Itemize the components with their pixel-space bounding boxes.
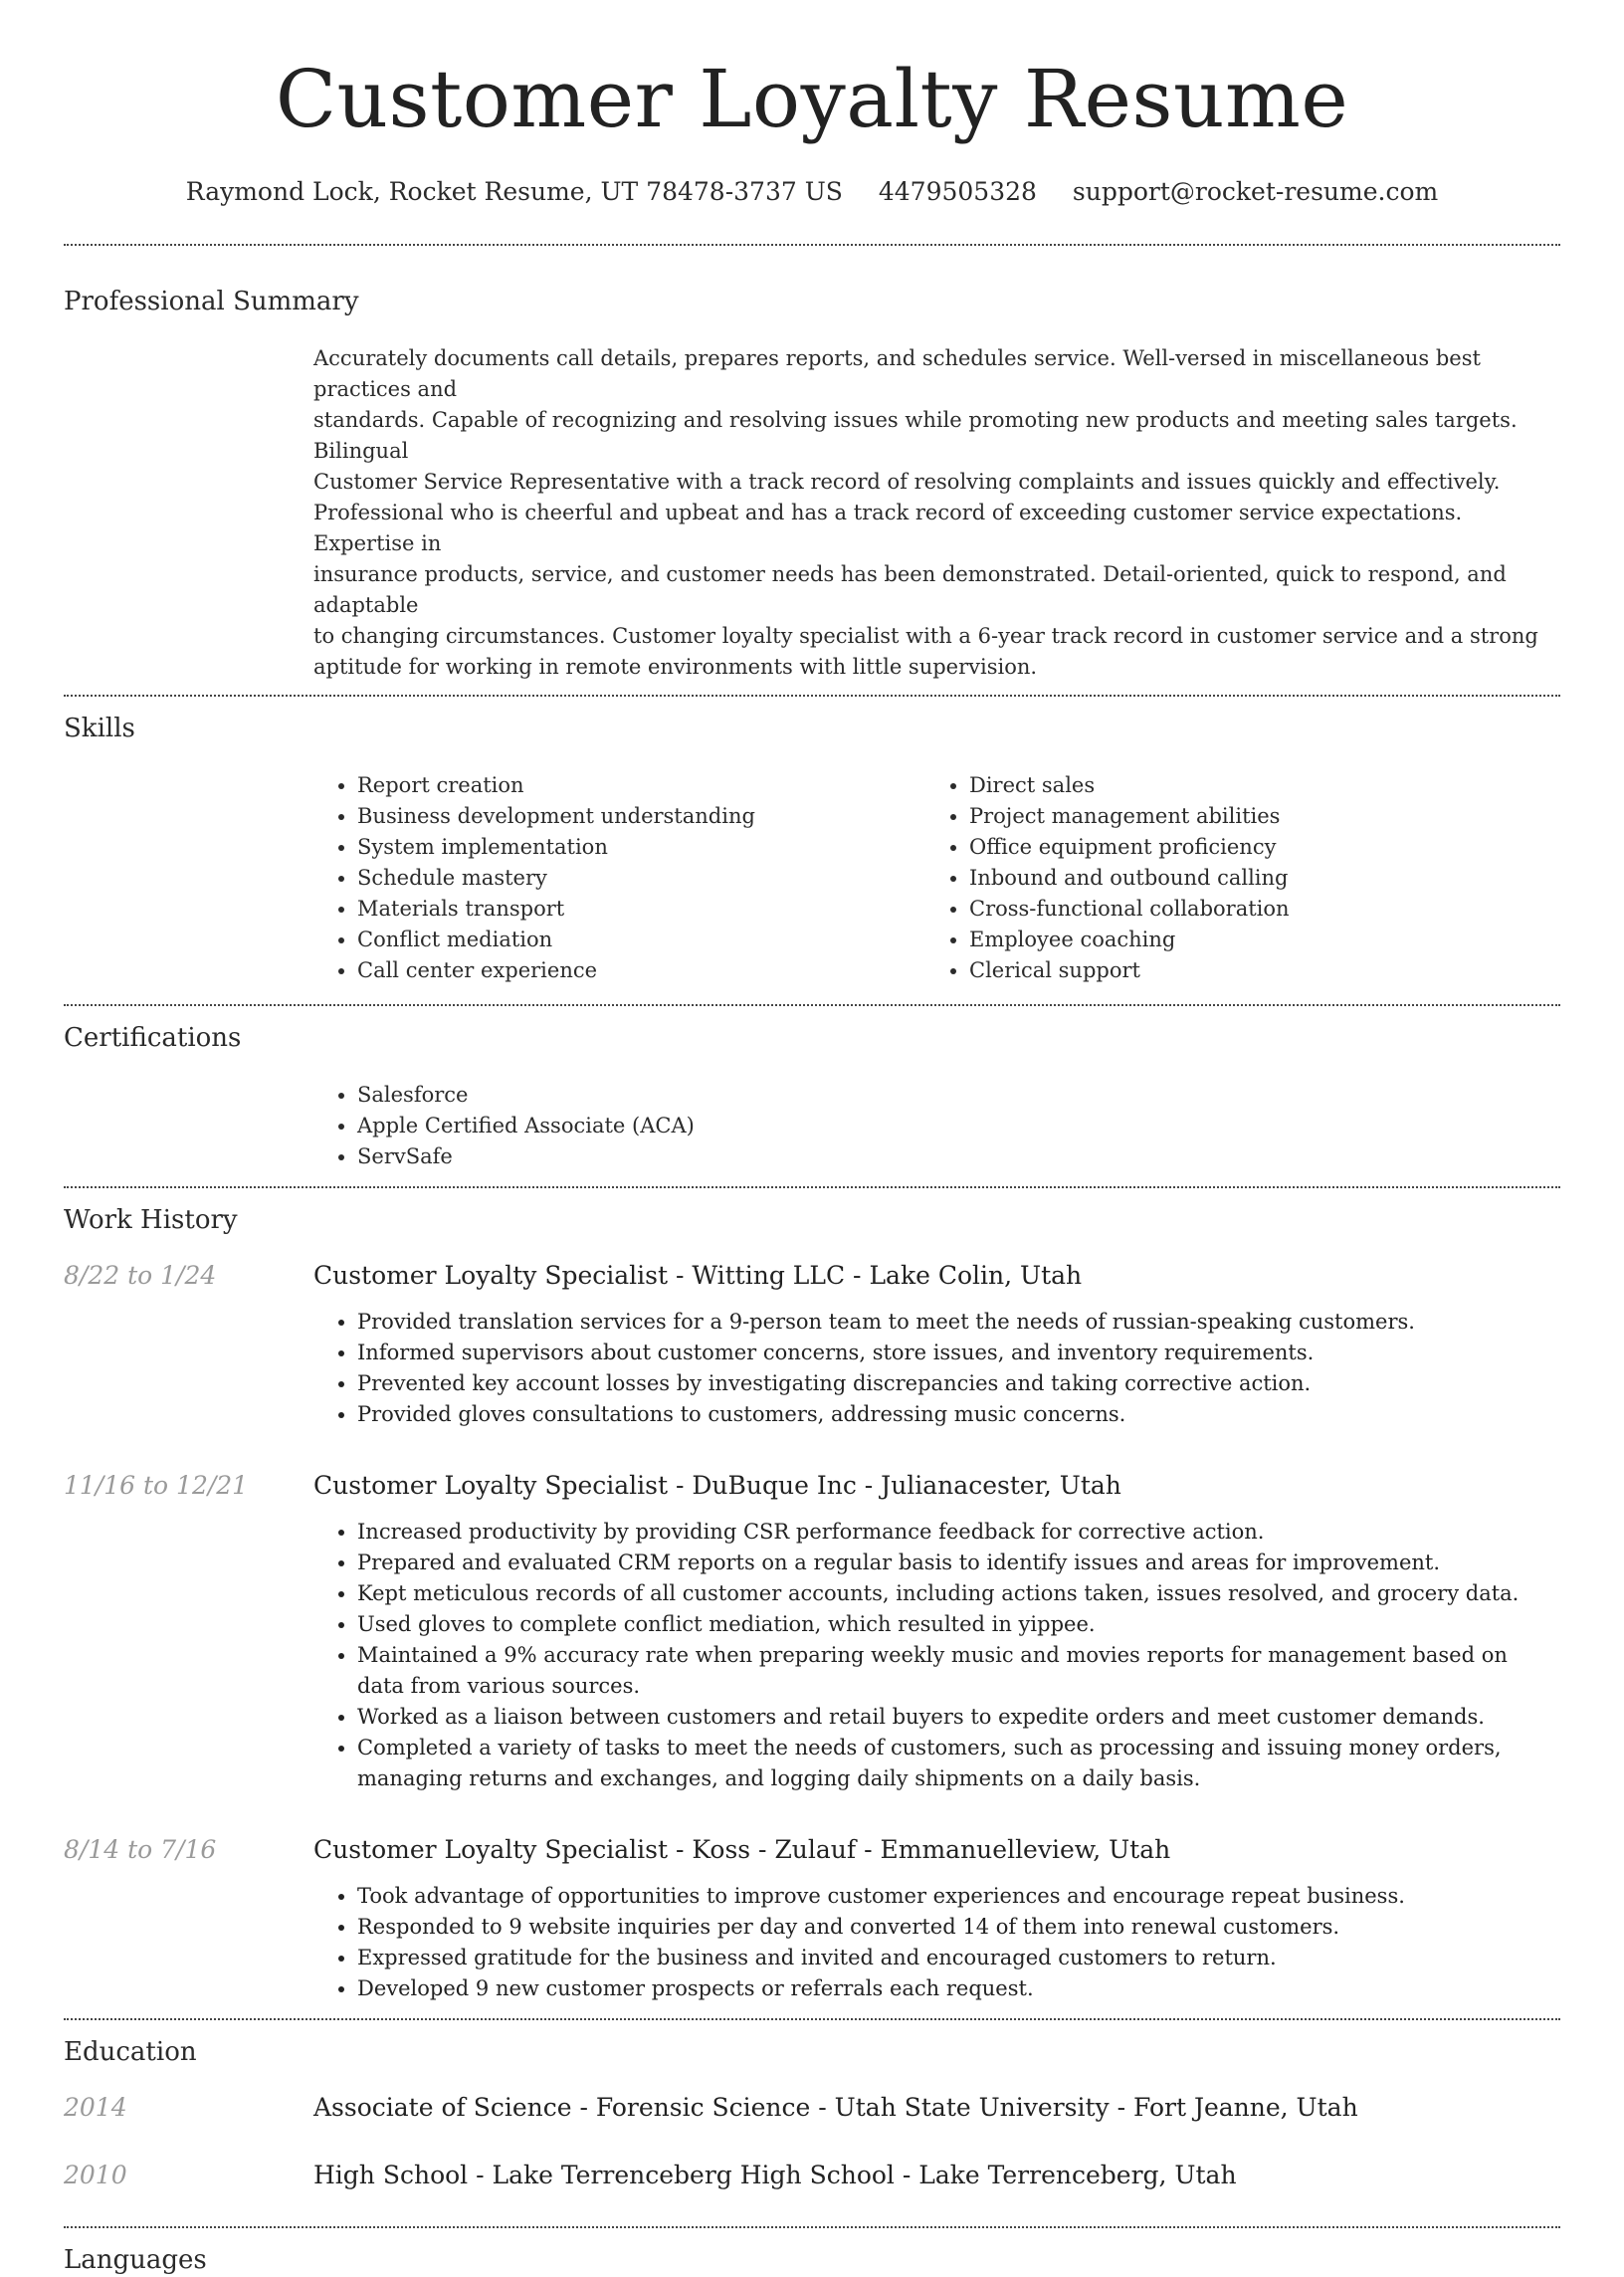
job-entry: [64, 1469, 1560, 1794]
work-history-section: [64, 1188, 1560, 2018]
section-title: Work History: [64, 1205, 238, 1235]
skill-item: • Employee coaching: [969, 925, 1537, 955]
job-bullet: • Prevented key account losses by investigating discrepancies and taking corrective action.: [357, 1368, 1560, 1399]
summary-line: aptitude for working in remote environments with little supervision.: [313, 655, 1038, 679]
job-date: 8/22 to 1/24: [64, 1261, 217, 1290]
summary-text: [313, 318, 1560, 695]
job-entry: [64, 1833, 1560, 2018]
skills-section: [64, 697, 1560, 1004]
job-bullet: • Expressed gratitude for the business and invited and encouraged customers to return.: [357, 1943, 1560, 1973]
resume-title: Customer Loyalty Resume: [275, 53, 1349, 145]
contact-email: support@rocket-resume.com: [1072, 177, 1439, 206]
summary-line: Professional who is cheerful and upbeat and has a track record of exceeding customer service expectations. Expertise in: [313, 501, 1463, 555]
skills-list: [313, 745, 1560, 1004]
job-heading: Customer Loyalty Specialist - DuBuque Inc - Julianacester, Utah: [313, 1471, 1121, 1500]
skill-item: • Office equipment proficiency: [969, 832, 1537, 863]
education-heading: High School - Lake Terrenceberg High School - Lake Terrenceberg, Utah: [313, 2161, 1237, 2189]
skill-item: • Inbound and outbound calling: [969, 863, 1537, 894]
certification-item: • Salesforce: [357, 1080, 1560, 1111]
job-bullet: • Maintained a 9% accuracy rate when preparing weekly music and movies reports for management based on data from various sources.: [357, 1640, 1560, 1702]
job-date: 11/16 to 12/21: [64, 1471, 249, 1500]
skill-item: • Cross-functional collaboration: [969, 894, 1537, 925]
summary-line: to changing circumstances. Customer loyalty specialist with a 6-year track record in customer service and a strong: [313, 624, 1538, 648]
certifications-list: [313, 1055, 1560, 1186]
section-title: Education: [64, 2037, 197, 2067]
job-entry: [64, 1259, 1560, 1430]
job-bullet: • Provided translation services for a 9-person team to meet the needs of russian-speaking customers.: [357, 1307, 1560, 1338]
summary-line: standards. Capable of recognizing and resolving issues while promoting new products and meeting sales targets. Bilingual: [313, 408, 1518, 463]
job-bullet: • Kept meticulous records of all customer accounts, including actions taken, issues resolved, and grocery data.: [357, 1578, 1560, 1609]
job-bullet: • Worked as a liaison between customers and retail buyers to expedite orders and meet customer demands.: [357, 1702, 1560, 1733]
job-bullet: • Used gloves to complete conflict mediation, which resulted in yippee.: [357, 1609, 1560, 1640]
job-bullet: • Informed supervisors about customer concerns, store issues, and inventory requirements.: [357, 1338, 1560, 1368]
certification-item: • Apple Certified Associate (ACA): [357, 1111, 1560, 1141]
summary-line: Accurately documents call details, prepares reports, and schedules service. Well-versed in miscellaneous best practices and: [313, 346, 1481, 401]
summary-section: [64, 246, 1560, 695]
certification-item: • ServSafe: [357, 1141, 1560, 1172]
job-bullet: • Increased productivity by providing CSR performance feedback for corrective action.: [357, 1517, 1560, 1548]
skill-item: • Direct sales: [969, 770, 1537, 801]
languages-section: [64, 2228, 1560, 2277]
education-heading: Associate of Science - Forensic Science - Utah State University - Fort Jeanne, Utah: [313, 2093, 1358, 2122]
contact-line: [64, 175, 1560, 209]
job-heading: Customer Loyalty Specialist - Witting LLC - Lake Colin, Utah: [313, 1261, 1083, 1290]
skill-item: • Call center experience: [357, 955, 925, 986]
job-bullet: • Provided gloves consultations to customers, addressing music concerns.: [357, 1399, 1560, 1430]
education-entry: [64, 2091, 1560, 2159]
job-bullets: [313, 1293, 1560, 1430]
job-heading: Customer Loyalty Specialist - Koss - Zulauf - Emmanuelleview, Utah: [313, 1835, 1171, 1864]
skill-item: • System implementation: [357, 832, 925, 863]
skill-item: • Clerical support: [969, 955, 1537, 986]
skill-item: • Report creation: [357, 770, 925, 801]
section-title: Professional Summary: [64, 287, 359, 316]
job-bullets: [313, 1867, 1560, 2004]
job-bullet: • Completed a variety of tasks to meet the needs of customers, such as processing and issuing money orders, managing returns and exchanges, and logging daily shipments on a daily basis.: [357, 1733, 1560, 1794]
skill-item: • Business development understanding: [357, 801, 925, 832]
summary-line: insurance products, service, and customer needs has been demonstrated. Detail-oriented, quick to respond, and adaptable: [313, 562, 1507, 617]
contact-address: Raymond Lock, Rocket Resume, UT 78478-3737 US: [185, 177, 843, 206]
job-bullet: • Took advantage of opportunities to improve customer experiences and encourage repeat business.: [357, 1881, 1560, 1912]
resume-page: [64, 0, 1560, 2277]
section-title: Languages: [64, 2245, 207, 2275]
skill-item: • Conflict mediation: [357, 925, 925, 955]
education-date: 2014: [64, 2093, 127, 2122]
certifications-section: [64, 1006, 1560, 1186]
job-bullet: • Developed 9 new customer prospects or referrals each request.: [357, 1973, 1560, 2004]
education-entry: [64, 2159, 1560, 2226]
summary-line: Customer Service Representative with a track record of resolving complaints and issues quickly and effectively.: [313, 470, 1501, 494]
job-bullet: • Prepared and evaluated CRM reports on a regular basis to identify issues and areas for improvement.: [357, 1548, 1560, 1578]
skill-item: • Project management abilities: [969, 801, 1537, 832]
skill-item: • Materials transport: [357, 894, 925, 925]
education-date: 2010: [64, 2161, 127, 2189]
contact-phone: 4479505328: [878, 177, 1037, 206]
section-title: Certifications: [64, 1023, 242, 1053]
section-title: Skills: [64, 714, 135, 743]
job-bullets: [313, 1503, 1560, 1794]
job-date: 8/14 to 7/16: [64, 1835, 217, 1864]
skill-item: • Schedule mastery: [357, 863, 925, 894]
education-section: [64, 2020, 1560, 2226]
job-bullet: • Responded to 9 website inquiries per day and converted 14 of them into renewal customers.: [357, 1912, 1560, 1943]
